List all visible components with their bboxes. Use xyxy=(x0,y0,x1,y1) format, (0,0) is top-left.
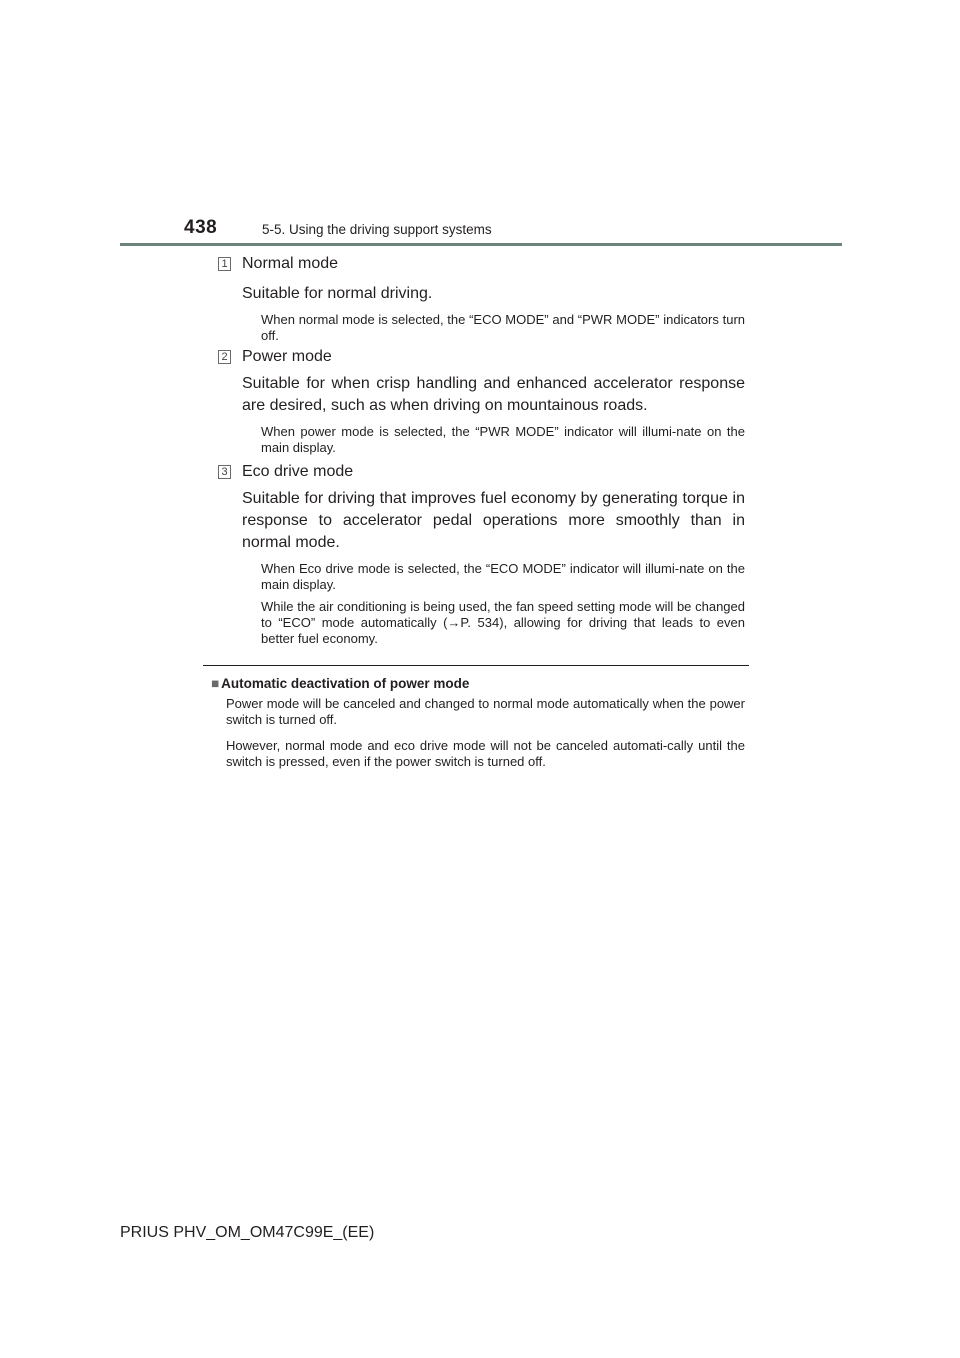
item-title: Eco drive mode xyxy=(242,463,354,480)
item-note: When normal mode is selected, the “ECO MODE” and “PWR MODE” indicators turn off. xyxy=(261,312,745,343)
item-number-badge: 3 xyxy=(218,465,231,479)
header-divider xyxy=(120,243,842,246)
info-heading-text: Automatic deactivation of power mode xyxy=(221,676,470,691)
info-paragraph: However, normal mode and eco drive mode will not be canceled automati-cally until the switch is pressed, even if the power switch is turned off. xyxy=(226,738,745,769)
item-note: When Eco drive mode is selected, the “ECO MODE” indicator will illumi-nate on the main display. xyxy=(261,561,745,592)
item-number-badge: 2 xyxy=(218,350,231,364)
item-description: Suitable for when crisp handling and enhanced accelerator response are desired, such as when driving on mountainous roads. xyxy=(242,375,745,414)
item-description: Suitable for normal driving. xyxy=(242,285,433,302)
item-description: Suitable for driving that improves fuel economy by generating torque in response to accelerator pedal operations more smoothly than in normal mode. xyxy=(242,490,745,551)
footer-document-code: PRIUS PHV_OM_OM47C99E_(EE) xyxy=(120,1224,375,1241)
item-note: When power mode is selected, the “PWR MODE” indicator will illumi-nate on the main display. xyxy=(261,424,745,455)
heading-square-icon: ■ xyxy=(211,676,220,691)
item-title: Normal mode xyxy=(242,255,339,272)
info-heading xyxy=(211,676,469,691)
page-number: 438 xyxy=(184,217,218,238)
item-note: While the air conditioning is being used, the fan speed setting mode will be changed to “ECO” mode automatically (→P. 534), allowing for driving that leads to even better fuel economy. xyxy=(261,599,745,646)
section-title: 5-5. Using the driving support systems xyxy=(262,222,492,237)
item-number-badge: 1 xyxy=(218,257,231,271)
info-paragraph: Power mode will be canceled and changed to normal mode automatically when the power switch is turned off. xyxy=(226,696,745,727)
section-divider xyxy=(203,665,749,666)
item-title: Power mode xyxy=(242,348,332,365)
